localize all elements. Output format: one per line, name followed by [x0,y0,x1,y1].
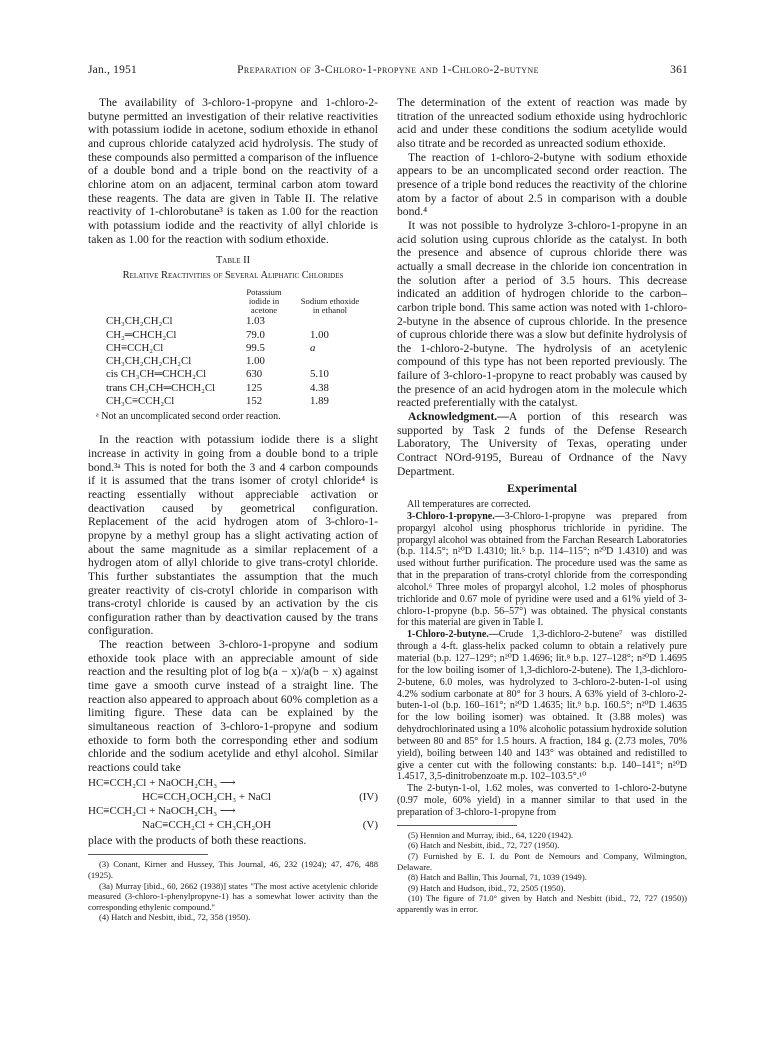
table-header-iodide: Potassium iodide in acetone [246,287,282,316]
acknowledgment-text: A portion of this research was supported by Task 2 funds of the Defense Research Laboratory, The University of Texas, operating under Contract NOrd-9195, Bureau of Ordnance of the Navy Department. [397,410,687,478]
footnote-divider [397,825,517,826]
table-cell-ethoxide: 1.89 [310,395,329,407]
equation-v-text: NaC≡CCH₂Cl + CH₃CH₂OH [142,818,272,831]
table-cell-ethoxide [296,355,364,368]
running-title: Preparation of 3-Chloro-1-propyne and 1-Chloro-2-butyne [237,64,539,76]
paragraph: The determination of the extent of reaction was made by titration of the unreacted sodium ethoxide using hydrochloric acid and under these conditions the sodium acetylide would also titrate and be recorded as unreacted sodium ethoxide. [397,96,687,150]
subsection-heading: 3-Chloro-1-propyne.— [407,510,505,522]
equation-iv-number: (IV) [359,790,378,803]
table-title: Relative Reactivities of Several Aliphatic Chlorides [122,270,344,282]
table-cell-iodide: 1.00 [246,355,265,368]
paragraph [397,511,687,629]
equation-iv-reactants: HC≡CCH₂Cl + NaOCH₂CH₃ ⟶ [88,776,236,789]
footnote: (9) Hatch and Hudson, ibid., 72, 2505 (1950). [408,882,566,893]
paragraph-text: Crude 1,3-dichloro-2-butene⁷ was distilled through a 4-ft. glass-helix packed column to obtain a relatively pure material (b.p. 127–129°; n²⁰D 1.4696; lit.⁸ b.p. 127–128°; n²⁰D 1.4695 for the low boiling isomer of 1,3-dichloro-2-butene). The 1,3-dichloro-2-butene, 6.0 moles, was hydrolyzed to 3-chloro-2-buten-1-ol using 4.2% sodium carbonate at 80° for 3 hours. A 63% yield of 3-chloro-2-buten-1-ol (b.p. 160–161°; n²⁰D 1.4635; lit.⁹ b.p. 160.5°; n²⁰D 1.4635 for the low boiling isomer) was obtained. It (3.88 moles) was dehydrochlorinated using a 10% alcoholic potassium hydroxide solution between 80 and 85° for 1.5 hours. A fraction, 184 g. (2.73 moles, 70% yield), boiling between 140 and 143° was obtained and redistilled to give a center cut with the following constants: b.p. 140–141°; n²⁰D 1.4517, 3,5-dinitrobenzoate m.p. 102–103.5°.¹⁰ [397,629,687,783]
table-cell-iodide: 79.0 [246,328,265,341]
table-cell-iodide: 630 [246,368,263,381]
table-cell-ethoxide: a [310,341,316,354]
equation-v-products [88,818,378,832]
table-caption: Table II [215,255,251,267]
paragraph: The reaction of 1-chloro-2-butyne with sodium ethoxide appears to be an uncomplicated second order reaction. The presence of a triple bond reduces the reactivity of the chlorine atom by a factor of about 2.5 in comparison with a double bond.⁴ [397,150,687,219]
footnote: (3) Conant, Kirner and Hussey, This Journal, 46, 232 (1924); 47, 476, 488 (1925). [88,859,378,880]
equation-v-number: (V) [362,818,378,831]
table-cell-iodide: 1.03 [246,315,265,328]
footnote-divider [88,854,208,855]
table-cell-compound: trans CH₃CH═CHCH₂Cl [106,381,216,394]
page-number: 361 [670,64,688,76]
table-cell-ethoxide: 1.00 [310,328,329,341]
table-cell-ethoxide: 4.38 [310,381,329,394]
table-cell-iodide: 99.5 [246,341,265,354]
subsection-heading: 1-Chloro-2-butyne.— [407,629,499,641]
footnote: (6) Hatch and Nesbitt, ibid., 72, 727 (1950). [408,840,560,851]
paragraph: All temperatures are corrected. [407,499,531,511]
footnote: (3a) Murray [ibid., 60, 2662 (1938)] states "The most active acetylenic chloride measured (3-chloro-1-phenylpropyne-1) has a somewhat lower activity than the corresponding ethylenic compound." [88,880,378,912]
table-cell-compound: CH₃CH₂CH₂Cl [106,315,173,328]
table-cell-ethoxide: 5.10 [310,368,329,381]
acknowledgment [397,410,687,478]
issue-date: Jan., 1951 [88,64,137,76]
table-row [106,342,364,355]
table-header-compound [106,288,232,315]
equations [88,776,378,832]
table-header-ethoxide: Sodium ethoxide in ethanol [300,296,360,316]
paragraph [397,629,687,783]
paragraph: The 2-butyn-1-ol, 1.62 moles, was converted to 1-chloro-2-butyne (0.97 mole, 60% yield) in a manner similar to that used in the preparation of 3-chloro-1-propyne from [397,783,687,818]
table-footnote: ᵃ Not an uncomplicated second order reaction. [96,411,281,423]
experimental-section [397,499,687,819]
paragraph: place with the products of both these reactions. [88,833,307,847]
footnote: (4) Hatch and Nesbitt, ibid., 72, 358 (1950). [99,912,251,923]
table-cell-compound: CH₃C≡CCH₂Cl [106,395,175,407]
running-head [88,64,688,82]
paragraph: The reaction between 3-chloro-1-propyne and sodium ethoxide took place with an appreciable amount of side reaction and the resulting plot of log b(a − x)/a(b − x) against time gave a smooth curve instead of a straight line. The reaction also appeared to approach about 60% completion as a limiting figure. These data can be explained by the simultaneous reaction of 3-chloro-1-propyne and sodium ethoxide to form both the corresponding ether and sodium chloride and the sodium acetylide and ethyl alcohol. Similar reactions could take [88,638,378,775]
table-cell-ethoxide [296,315,364,328]
footnote: (5) Hennion and Murray, ibid., 64, 1220 (1942). [408,829,574,840]
section-heading-experimental: Experimental [507,481,577,496]
table-cell-compound: CH₂═CHCH₂Cl [106,328,177,341]
table-cell-iodide: 152 [246,395,263,407]
table-cell-compound: cis CH₃CH═CHCH₂Cl [106,368,207,381]
table-cell-iodide: 125 [246,381,263,394]
table-row [106,315,364,328]
table-row [106,395,364,408]
acknowledgment-heading: Acknowledgment.— [408,410,509,424]
paragraph: The availability of 3-chloro-1-propyne and 1-chloro-2-butyne permitted an investigation of their relative reactivities with potassium iodide in acetone, sodium ethoxide in ethanol and cuprous chloride catalyzed acid hydrolysis. The study of these compounds also permitted a comparison of the influence of a double bond and a triple bond on the reactivity of a chlorine atom on an adjacent, terminal carbon atom toward these reagents. The data are given in Table II. The relative reactivity of 1-chlorobutane³ is taken as 1.00 for the reaction with potassium iodide and the reactivity of allyl chloride is taken as 1.00 for the reaction with sodium ethoxide. [88,96,378,246]
footnote: (7) Furnished by E. I. du Pont de Nemours and Company, Wilmington, Delaware. [397,851,687,872]
equation-iv-text: HC≡CCH₂OCH₂CH₃ + NaCl [142,790,272,803]
equation-iv-products [88,790,378,804]
footnote: (8) Hatch and Ballin, This Journal, 71, 1039 (1949). [408,872,587,883]
equation-v-reactants: HC≡CCH₂Cl + NaOCH₂CH₃ ⟶ [88,804,236,817]
table-row [106,355,364,368]
table-row [106,368,364,381]
paragraph: It was not possible to hydrolyze 3-chloro-1-propyne in an acid solution using cuprous chloride as the catalyst. In both the presence and absence of cuprous chloride there was actually a small decrease in the chloride ion concentration in the solution after a period of 3.5 hours. This decrease indicated an addition of hydrogen chloride to the carbon–carbon triple bond. This same action was noted with 1-chloro-2-butyne in the absence of cuprous chloride. In the presence of cuprous chloride there was a slow but definite hydrolysis of the 1-chloro-2-butyne. The hydrolysis of an acetylenic compound of this type has not been reported previously. The failure of 3-chloro-1-propyne to react probably was caused by the presence of an acid hydrogen atom in the molecule which reacted preferentially with the catalyst. [397,218,687,410]
table-cell-compound: CH₃CH₂CH₂CH₂Cl [106,355,192,368]
footnote: (10) The figure of 71.0° given by Hatch and Nesbitt (ibid., 72, 727 (1950)) apparently was in error. [397,893,687,914]
left-column [88,96,378,923]
paragraph-text: 3-Chloro-1-propyne was prepared from propargyl alcohol using phosphorus trichloride in pyridine. The propargyl alcohol was obtained from the Farchan Research Laboratories (b.p. 114.5°; n²⁰D 1.4310; lit.⁵ b.p. 114–115°; n²⁰D 1.4310) and was used without further purification. The procedure used was the same as that in the preparation of trans-crotyl chloride from the corresponding alcohol.⁶ Three moles of propargyl alcohol, 1.2 moles of phosphorus trichloride and 0.67 mole of pyridine were used and a 61% yield of 3-chloro-1-propyne (b.p. 56–57°) was obtained. The physical constants for this material are given in Table I. [397,510,687,629]
right-column [397,96,687,915]
reactivity-table [106,288,364,408]
table-row [106,329,364,342]
table-cell-compound: CH≡CCH₂Cl [106,341,164,354]
table-row [106,382,364,395]
paragraph: In the reaction with potassium iodide there is a slight increase in activity in going from a double bond to a triple bond.³ᵃ This is noted for both the 3 and 4 carbon compounds if it is assumed that the trans isomer of crotyl chloride⁴ is reacting essentially without appreciable activation or deactivation caused by geometrical configuration. Replacement of the acid hydrogen atom of 3-chloro-1-propyne by a methyl group has a slight activating action of about the same magnitude as a similar replacement of a hydrogen atom of allyl chloride to give trans-crotyl chloride. This further substantiates the assumption that the much greater reactivity of cis-crotyl chloride in comparison with trans-crotyl chloride is caused by an activation by the cis configuration rather than by deactivation caused by the trans configuration. [88,433,378,638]
